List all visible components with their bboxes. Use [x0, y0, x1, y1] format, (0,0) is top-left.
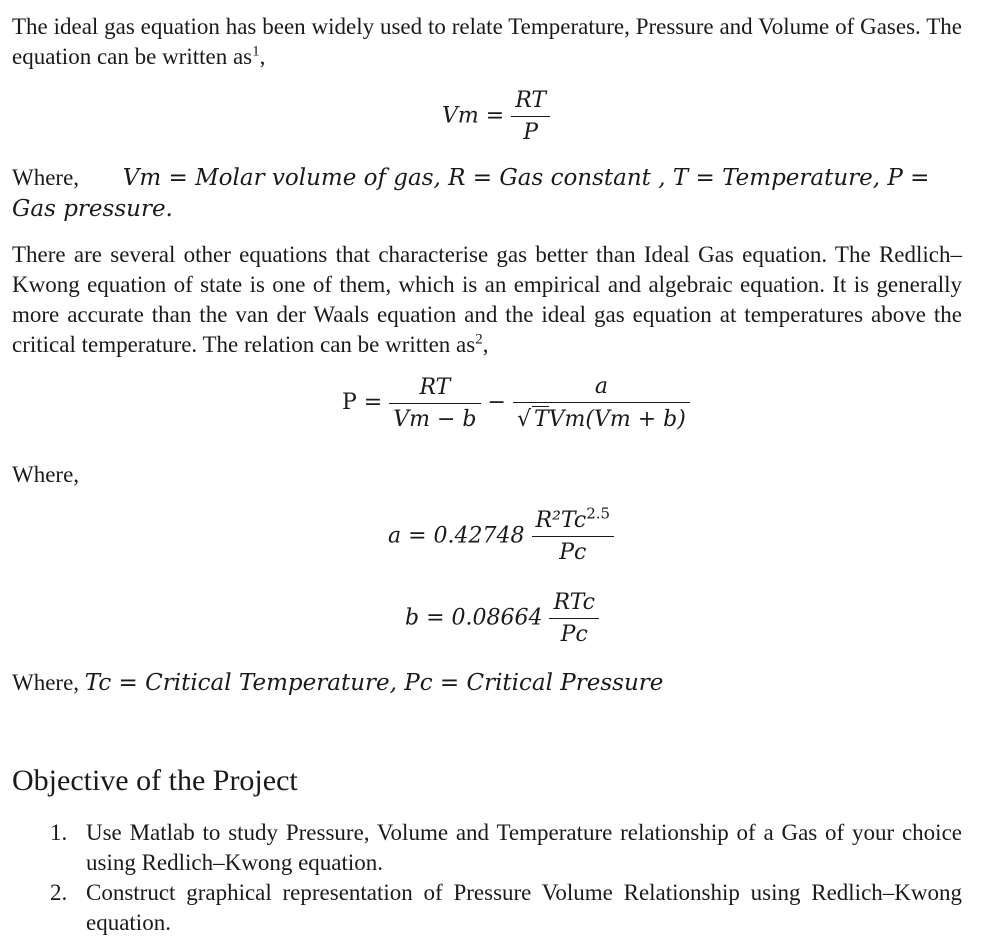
definitions-text: Vm = Molar volume of gas, R = Gas constant , T = Temperature, P = — [122, 165, 930, 191]
objective-item-2-number: 2. — [50, 880, 68, 905]
b-eq-denominator: Pc — [560, 622, 588, 647]
where-label-3: Where, — [12, 670, 80, 695]
where-label-1: Where, — [12, 165, 80, 190]
where-definitions — [12, 163, 929, 193]
ideal-eq-fraction — [511, 88, 550, 145]
rk-eq-den1: Vm − b — [393, 406, 477, 432]
rk-eq-num2: a — [513, 374, 690, 403]
rk-end: , — [482, 332, 489, 357]
objective-heading: Objective of the Project — [12, 764, 298, 797]
objective-item-1-text: Use Matlab to study Pressure, Volume and Temperature relationship of a Gas of your choice using Redlich–Kwong equation. — [86, 820, 962, 875]
where-label-2: Where, — [12, 462, 80, 487]
ideal-eq-lhs: Vm — [442, 103, 479, 129]
rk-eq-num1: RT — [389, 375, 480, 404]
ideal-eq-numerator: RT — [511, 88, 550, 117]
ideal-gas-equation: Vm = $\frac{RT}{P}$ — [442, 88, 550, 145]
rk-paragraph — [12, 240, 962, 360]
objective-item-1 — [12, 818, 962, 878]
a-eq-denominator: Pc — [559, 540, 587, 565]
b-eq-numerator: RTc — [549, 590, 598, 619]
objective-item-2 — [12, 878, 962, 938]
intro-text: The ideal gas equation has been widely used to relate Temperature, Pressure and Volume of Gases. The equation can be written as — [12, 14, 962, 69]
intro-end: , — [259, 44, 266, 69]
rk-eq-fraction-1 — [389, 375, 480, 432]
b-eq-lhs: b = 0.08664 — [405, 605, 543, 631]
rk-text: There are several other equations that characterise gas better than Ideal Gas equation. The Redlich–Kwong equation of state is one of them, which is an empirical and algebraic equation. It is generally more accurate than the van der Waals equation and the ideal gas equation at temperatures above the critical temperature. The relation can be written as — [12, 242, 962, 357]
b-eq-fraction — [549, 590, 598, 647]
footnote-ref-1: 1 — [252, 43, 260, 60]
rk-eq-lhs: P = — [342, 390, 383, 415]
intro-paragraph — [12, 12, 962, 72]
ideal-eq-denominator: P — [523, 120, 539, 145]
rk-equation — [342, 374, 690, 432]
critical-definitions — [12, 668, 663, 698]
a-eq-numerator: R²Tc — [535, 508, 587, 533]
b-equation — [405, 590, 599, 647]
a-eq-lhs: a = 0.42748 — [388, 523, 525, 549]
rk-eq-fraction-2 — [513, 374, 690, 432]
rk-eq-sqrt-arg: T — [533, 407, 549, 432]
objective-item-1-number: 1. — [50, 820, 68, 845]
rk-eq-den2-rest: Vm(Vm + b) — [548, 407, 686, 432]
objective-item-2-text: Construct graphical representation of Pressure Volume Relationship using Redlich–Kwong equation. — [86, 880, 962, 935]
a-equation — [388, 504, 614, 565]
a-eq-fraction — [532, 504, 615, 565]
a-eq-exponent: 2.5 — [586, 504, 611, 523]
footnote-ref-2: 2 — [475, 331, 483, 348]
critical-definitions-text: Tc = Critical Temperature, Pc = Critical Pressure — [84, 670, 664, 696]
rk-eq-den2: √ TVm(Vm + b) — [516, 407, 686, 432]
definitions-continuation: Gas pressure. — [12, 196, 173, 222]
rk-eq-minus: − — [487, 390, 506, 415]
